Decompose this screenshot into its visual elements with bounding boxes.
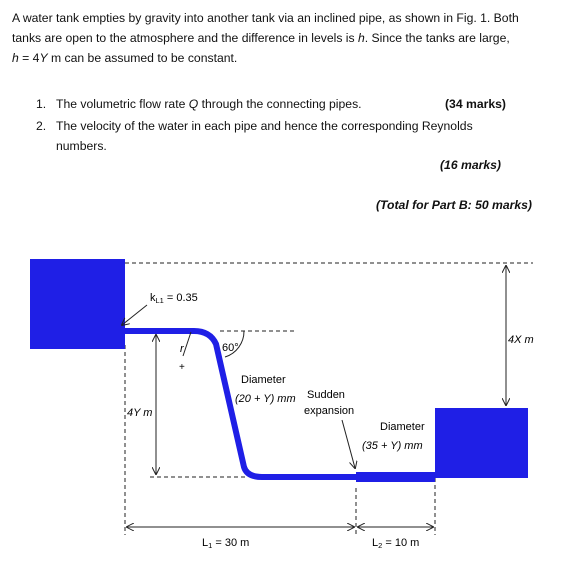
question-2-marks: (16 marks) (440, 158, 501, 172)
expansion-label: expansion (304, 405, 355, 417)
diameter-2-label: Diameter (380, 421, 425, 433)
l1-label: L1 = 30 m (202, 537, 250, 550)
kl1-arrow (122, 305, 147, 325)
radius-center-plus: + (179, 362, 185, 373)
intro-line-2: tanks are open to the atmosphere and the difference in levels is h. Since the tanks are large, (12, 31, 510, 45)
expanded-pipe (356, 472, 435, 482)
question-1-marks: (34 marks) (445, 97, 506, 111)
question-1-number: 1. (36, 97, 47, 111)
question-2-text-cont: numbers. (56, 139, 107, 153)
radius-label: r (180, 343, 184, 355)
question-2-number: 2. (36, 119, 47, 133)
kl1-label: kL1 = 0.35 (150, 292, 198, 305)
total-marks: (Total for Part B: 50 marks) (376, 198, 532, 212)
diameter-1-value: (20 + Y) mm (235, 393, 296, 405)
question-2-text: The velocity of the water in each pipe and hence the corresponding Reynolds (56, 119, 473, 133)
lower-tank (435, 408, 528, 478)
diameter-1-label: Diameter (241, 374, 286, 386)
intro-line-3: h = 4Y m can be assumed to be constant. (12, 51, 238, 65)
diameter-2-value: (35 + Y) mm (362, 440, 423, 452)
question-1-text: The volumetric flow rate Q through the connecting pipes. (56, 97, 362, 111)
left-height-label: 4Y m (127, 407, 153, 419)
intro-line-1: A water tank empties by gravity into another tank via an inclined pipe, as shown in Fig. 1. Both (12, 11, 519, 25)
right-height-label: 4X m (508, 334, 534, 346)
sudden-label: Sudden (307, 389, 345, 401)
angle-label: 60° (222, 342, 239, 354)
radius-line (183, 332, 191, 356)
l2-label: L2 = 10 m (372, 537, 420, 550)
upper-tank (30, 259, 125, 349)
expansion-arrow (342, 420, 355, 468)
